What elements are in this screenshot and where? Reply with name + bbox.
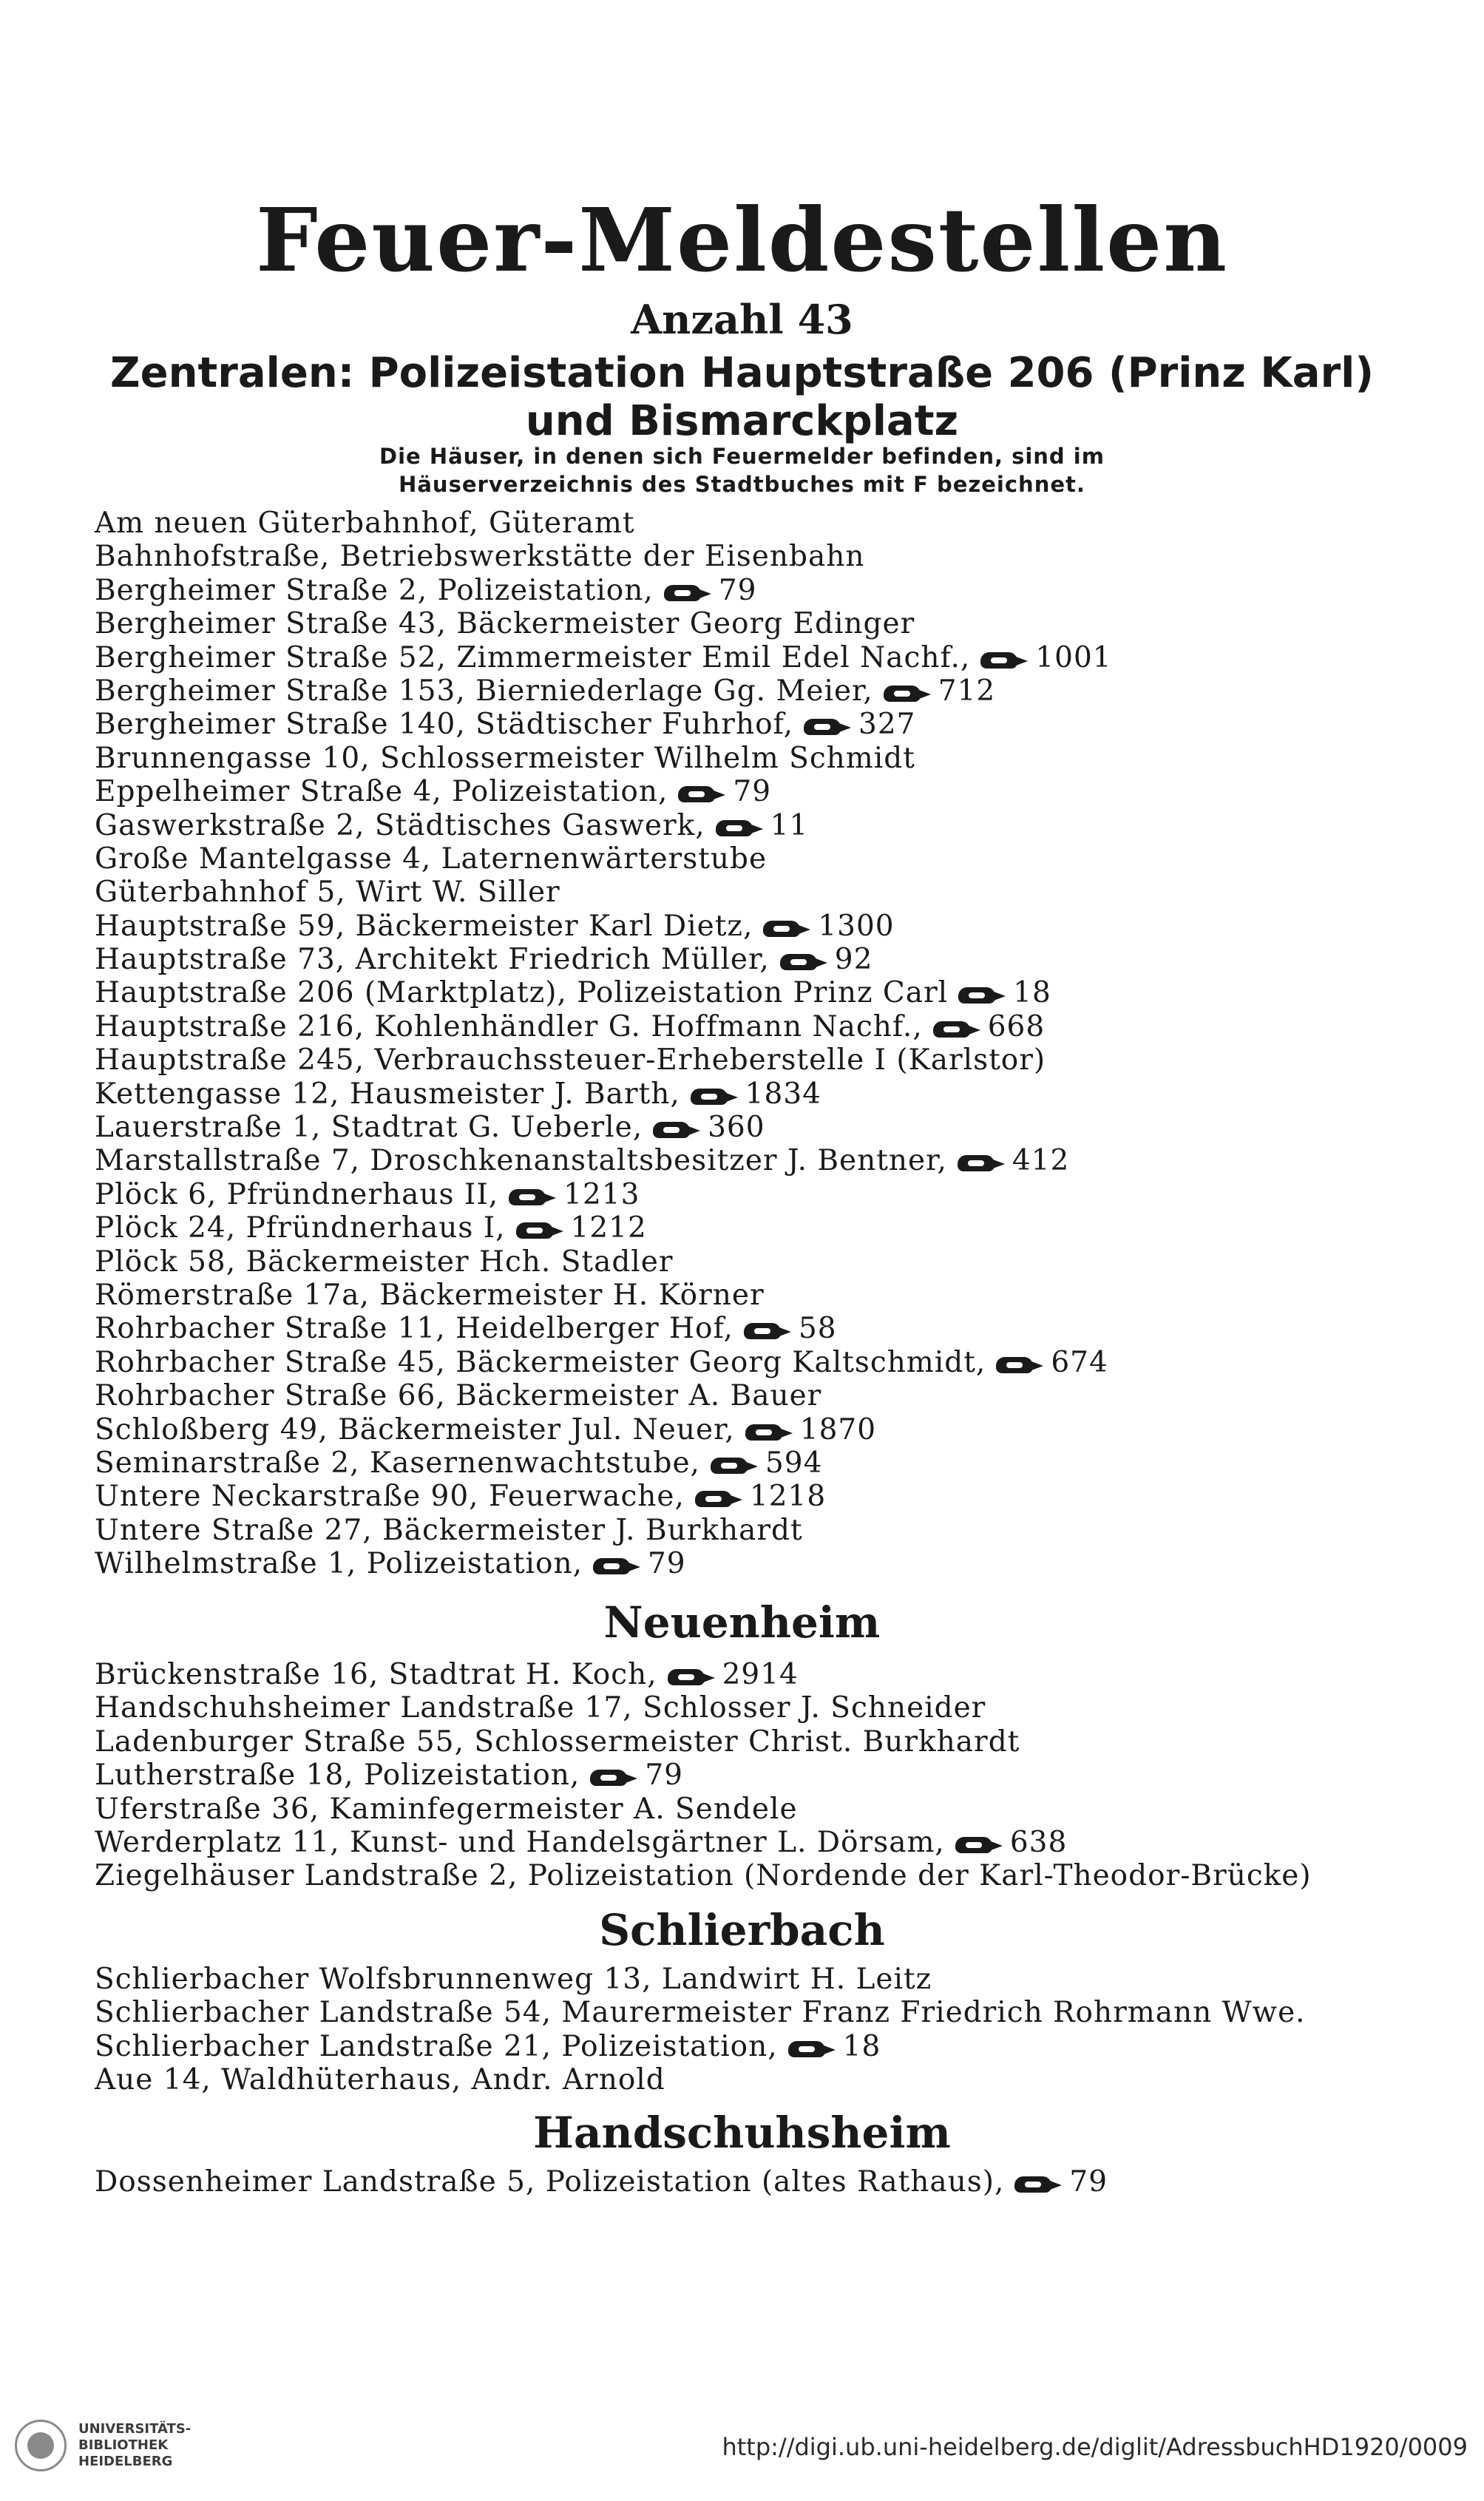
entry-text: Dossenheimer Landstraße 5, Polizeistation (altes Rathaus), [95,2165,1005,2199]
telephone-icon [668,1666,715,1687]
entry-text: Untere Straße 27, Bäckermeister J. Burkhardt [95,1513,803,1547]
list-item [95,1312,1396,1345]
phone-number: 1212 [570,1211,647,1245]
logo-line-1: UNIVERSITÄTS- [78,2421,192,2437]
list-item [95,1077,1396,1111]
entry-text: Marstallstraße 7, Droschkenanstaltsbesitzer J. Bentner, [95,1144,947,1178]
entry-text: Eppelheimer Straße 4, Polizeistation, [95,775,668,809]
entry-text: Rohrbacher Straße 66, Bäckermeister A. Bauer [95,1379,822,1413]
entry-text: Plöck 24, Pfründnerhaus I, [95,1211,506,1245]
phone-number: 712 [938,674,996,708]
section-heading-schlierbach: Schlierbach [599,1905,885,1955]
entry-text: Aue 14, Waldhüterhaus, Andr. Arnold [95,2063,665,2097]
entry-text: Hauptstraße 59, Bäckermeister Karl Dietz, [95,909,753,943]
entry-text: Werderplatz 11, Kunst- und Handelsgärtner L. Dörsam, [95,1825,945,1859]
list-item [95,1963,1396,1996]
phone-number: 674 [1051,1345,1108,1379]
phone-number: 412 [1012,1144,1070,1178]
list-item [95,2063,1396,2096]
telephone-icon [958,984,1006,1005]
telephone-icon [691,1086,738,1106]
telephone-icon [804,716,851,737]
entry-text: Plöck 58, Bäckermeister Hch. Stadler [95,1245,674,1279]
note-line-2: Häuserverzeichnis des Stadtbuches mit F bezeichnet. [399,472,1085,497]
phone-number: 594 [765,1446,823,1480]
phone-number: 1870 [799,1412,877,1446]
phone-number: 668 [987,1009,1046,1043]
entry-text: Gaswerkstraße 2, Städtisches Gaswerk, [95,808,705,842]
list-item [95,1279,1396,1312]
list-item [95,1793,1396,1826]
telephone-icon [745,1421,793,1442]
telephone-icon [884,683,931,703]
entry-text: Am neuen Güterbahnhof, Güteramt [95,507,635,540]
phone-number: 79 [733,775,772,809]
phone-number: 638 [1009,1825,1068,1859]
entry-text: Hauptstraße 216, Kohlenhändler G. Hoffmann Nachf., [95,1009,923,1043]
list-item [95,674,1396,708]
entry-text: Wilhelmstraße 1, Polizeistation, [95,1547,583,1581]
list-item [95,775,1396,808]
list-item [95,1514,1396,1547]
entry-text: Seminarstraße 2, Kasernenwachtstube, [95,1446,700,1480]
list-item [95,1211,1396,1245]
list-item [95,876,1396,909]
section-heading-neuenheim: Neuenheim [603,1597,881,1648]
entry-text: Kettengasse 12, Hausmeister J. Barth, [95,1077,680,1111]
list-item [95,1043,1396,1077]
telephone-icon [516,1219,563,1240]
list-item [95,2030,1396,2063]
phone-number: 79 [1069,2165,1108,2199]
telephone-icon [1014,2173,1062,2194]
entry-text: Ladenburger Straße 55, Schlossermeister Christ. Burkhardt [95,1725,1020,1759]
entry-text: Schlierbacher Wolfsbrunnenweg 13, Landwirt H. Leitz [95,1963,932,1996]
telephone-icon [744,1320,791,1341]
central-line-2: und Bismarckplatz [525,397,959,445]
telephone-icon [593,1555,640,1576]
entry-text: Bergheimer Straße 153, Bierniederlage Gg. Meier, [95,674,873,708]
entry-text: Bahnhofstraße, Betriebswerkstätte der Eisenbahn [95,540,865,574]
phone-number: 327 [858,708,916,742]
phone-number: 1001 [1035,640,1112,674]
phone-number: 79 [645,1759,683,1793]
list-item [95,1759,1396,1792]
entry-text: Bergheimer Straße 43, Bäckermeister Georg Edinger [95,607,915,641]
entry-text: Schlierbacher Landstraße 54, Maurermeister Franz Friedrich Rohrmann Wwe. [95,1996,1306,2030]
entry-text: Lutherstraße 18, Polizeistation, [95,1759,580,1793]
list-item [95,1691,1396,1725]
neuenheim-entry-list [95,1658,1396,1893]
section-heading-handschuhsheim: Handschuhsheim [533,2108,951,2158]
entry-text: Uferstraße 36, Kaminfegermeister A. Sendele [95,1792,798,1826]
entry-text: Brückenstraße 16, Stadtrat H. Koch, [95,1658,657,1691]
list-item [95,742,1396,775]
entry-text: Hauptstraße 73, Architekt Friedrich Müller, [95,943,770,977]
entry-text: Bergheimer Straße 2, Polizeistation, [95,573,654,607]
main-entry-list [95,507,1396,1581]
handschuhsheim-entry-list [95,2165,1396,2199]
telephone-icon [780,951,827,972]
phone-number: 11 [770,808,809,842]
telephone-icon [996,1354,1043,1375]
count-line: Anzahl 43 [631,296,853,343]
list-item [95,1547,1396,1580]
list-item [95,1725,1396,1759]
list-item [95,1010,1396,1043]
schlierbach-entry-list [95,1963,1396,2097]
list-item [95,507,1396,540]
library-seal-icon [15,2420,67,2471]
telephone-icon [933,1018,980,1039]
list-item [95,1446,1396,1480]
list-item [95,910,1396,943]
list-item [95,943,1396,976]
list-item [95,1996,1396,2029]
list-item [95,842,1396,876]
entry-text: Güterbahnhof 5, Wirt W. Siller [95,876,560,910]
list-item [95,1859,1396,1892]
entry-text: Handschuhsheimer Landstraße 17, Schlosser J. Schneider [95,1691,986,1725]
list-item [95,1111,1396,1144]
phone-number: 18 [842,2029,881,2063]
telephone-icon [980,649,1028,670]
central-line-1: Zentralen: Polizeistation Hauptstraße 206 (Prinz Karl) [110,349,1374,397]
entry-text: Rohrbacher Straße 11, Heidelberger Hof, [95,1312,733,1346]
entry-text: Schlierbacher Landstraße 21, Polizeistation, [95,2029,778,2063]
entry-text: Schloßberg 49, Bäckermeister Jul. Neuer, [95,1412,735,1446]
telephone-icon [695,1488,742,1509]
list-item [95,708,1396,741]
phone-number: 1218 [749,1480,827,1514]
list-item [95,1379,1396,1412]
list-item [95,607,1396,640]
list-item [95,1826,1396,1859]
telephone-icon [711,1455,758,1475]
phone-number: 360 [708,1111,765,1145]
phone-number: 92 [834,943,873,977]
entry-text: Große Mantelgasse 4, Laternenwärterstube [95,842,768,876]
phone-number: 79 [647,1547,686,1581]
phone-number: 1300 [818,909,895,943]
telephone-icon [653,1119,700,1140]
list-item [95,2165,1396,2199]
telephone-icon [788,2038,836,2059]
entry-text: Römerstraße 17a, Bäckermeister H. Körner [95,1278,765,1312]
entry-text: Untere Neckarstraße 90, Feuerwache, [95,1480,685,1514]
entry-text: Hauptstraße 245, Verbrauchssteuer-Erheberstelle I (Karlstor) [95,1043,1046,1077]
telephone-icon [955,1834,1003,1855]
logo-line-3: HEIDELBERG [78,2454,173,2469]
phone-number: 2914 [722,1658,799,1691]
entry-text: Bergheimer Straße 52, Zimmermeister Emil Edel Nachf., [95,640,971,674]
telephone-icon [763,918,810,938]
phone-number: 1213 [563,1177,640,1211]
list-item [95,809,1396,842]
list-item [95,1245,1396,1279]
entry-text: Brunnengasse 10, Schlossermeister Wilhelm Schmidt [95,741,915,775]
telephone-icon [958,1152,1005,1173]
list-item [95,1413,1396,1446]
entry-text: Plöck 6, Pfründnerhaus II, [95,1177,499,1211]
entry-text: Ziegelhäuser Landstraße 2, Polizeistation (Nordende der Karl-Theodor-Brücke) [95,1859,1312,1893]
list-item [95,1178,1396,1211]
source-url-link[interactable]: http://digi.ub.uni-heidelberg.de/diglit/AdressbuchHD1920/0009 [722,2433,1468,2461]
phone-number: 79 [718,573,757,607]
list-item [95,1658,1396,1691]
note-line-1: Die Häuser, in denen sich Feuermelder befinden, sind im [379,444,1105,469]
telephone-icon [509,1186,556,1207]
phone-number: 1834 [745,1077,821,1111]
entry-text: Rohrbacher Straße 45, Bäckermeister Georg Kaltschmidt, [95,1345,986,1379]
phone-number: 18 [1013,976,1051,1010]
list-item [95,641,1396,674]
entry-text: Bergheimer Straße 140, Städtischer Fuhrhof, [95,708,793,742]
telephone-icon [716,817,763,838]
phone-number: 58 [798,1312,837,1346]
entry-text: Lauerstraße 1, Stadtrat G. Ueberle, [95,1111,643,1145]
list-item [95,574,1396,607]
list-item [95,976,1396,1009]
library-logo [15,2420,191,2471]
telephone-icon [678,783,725,804]
list-item [95,1480,1396,1513]
list-item [95,540,1396,573]
logo-line-2: BIBLIOTHEK [78,2437,169,2453]
telephone-icon [664,582,711,603]
list-item [95,1346,1396,1379]
entry-text: Hauptstraße 206 (Marktplatz), Polizeistation Prinz Carl [95,976,949,1010]
telephone-icon [590,1767,637,1787]
list-item [95,1144,1396,1177]
page-title: Feuer-Meldestellen [255,189,1229,291]
